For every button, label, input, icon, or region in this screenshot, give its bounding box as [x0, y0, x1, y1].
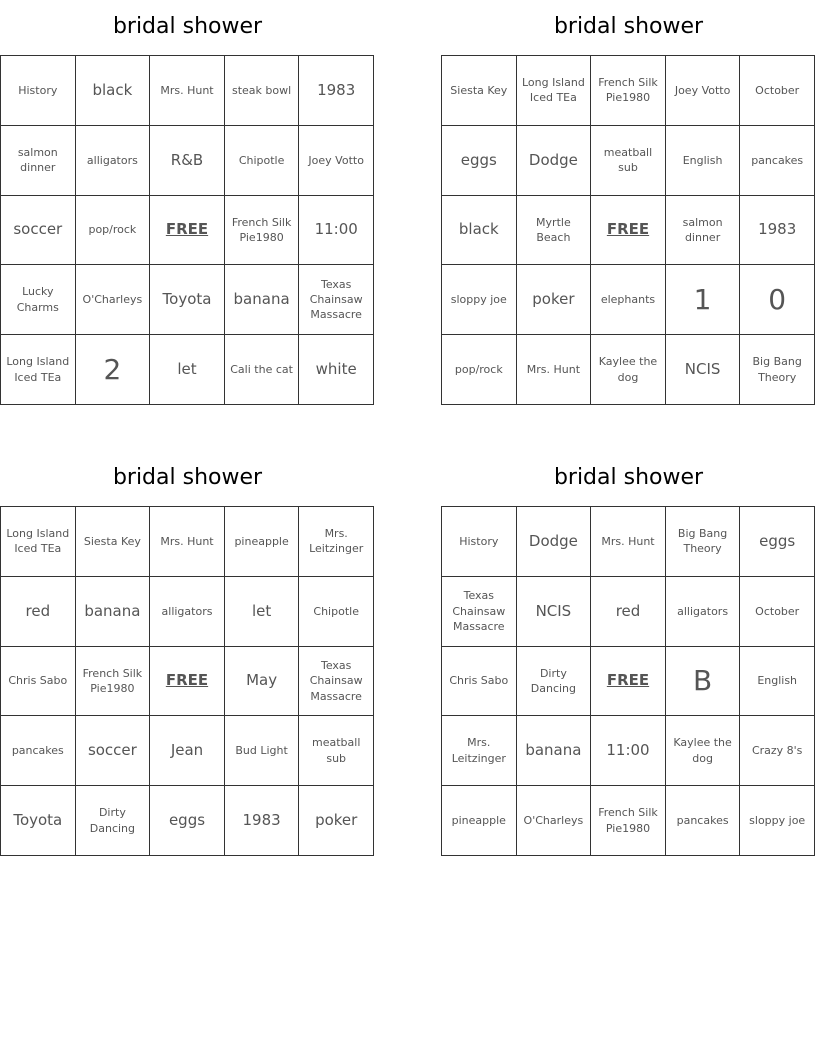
bingo-cell: Mrs. Hunt: [150, 507, 225, 577]
bingo-cell: banana: [517, 716, 592, 786]
bingo-cell: Dodge: [517, 126, 592, 196]
bingo-cell: let: [225, 577, 300, 647]
bingo-cell: eggs: [442, 126, 517, 196]
bingo-cell: Dirty Dancing: [517, 647, 592, 717]
bingo-cell: salmon dinner: [666, 196, 741, 266]
bingo-cell: alligators: [666, 577, 741, 647]
bingo-cell: Chris Sabo: [1, 647, 76, 717]
free-space: FREE: [591, 196, 666, 266]
bingo-cell: sloppy joe: [442, 265, 517, 335]
bingo-cell: October: [740, 577, 815, 647]
bingo-cell: 1983: [740, 196, 815, 266]
bingo-cell: pancakes: [666, 786, 741, 856]
bingo-cell: poker: [299, 786, 374, 856]
bingo-cell: Chris Sabo: [442, 647, 517, 717]
bingo-cell: pop/rock: [442, 335, 517, 405]
bingo-cell: pineapple: [442, 786, 517, 856]
bingo-cell: eggs: [150, 786, 225, 856]
bingo-cell: meatball sub: [591, 126, 666, 196]
free-space: FREE: [591, 647, 666, 717]
bingo-cell: Texas Chainsaw Massacre: [299, 647, 374, 717]
bingo-cell: red: [1, 577, 76, 647]
bingo-cell: Toyota: [150, 265, 225, 335]
bingo-grid: [0, 506, 374, 856]
bingo-cell: History: [1, 56, 76, 126]
bingo-cell: Lucky Charms: [1, 265, 76, 335]
free-space: FREE: [150, 196, 225, 266]
bingo-cell: English: [740, 647, 815, 717]
bingo-cell: steak bowl: [225, 56, 300, 126]
bingo-cell: Chipotle: [299, 577, 374, 647]
bingo-cell: banana: [76, 577, 151, 647]
bingo-cell: alligators: [150, 577, 225, 647]
bingo-cell: R&B: [150, 126, 225, 196]
bingo-cell: alligators: [76, 126, 151, 196]
bingo-cell: French Silk Pie1980: [225, 196, 300, 266]
card-title: bridal shower: [112, 465, 263, 490]
bingo-cell: Mrs. Leitzinger: [299, 507, 374, 577]
bingo-cell: pop/rock: [76, 196, 151, 266]
card-title: bridal shower: [112, 14, 263, 39]
bingo-cell: October: [740, 56, 815, 126]
bingo-cell: Joey Votto: [666, 56, 741, 126]
bingo-cell: Crazy 8's: [740, 716, 815, 786]
bingo-cell: Texas Chainsaw Massacre: [299, 265, 374, 335]
bingo-cell: NCIS: [517, 577, 592, 647]
bingo-grid: [0, 55, 374, 405]
bingo-cell: 1: [666, 265, 741, 335]
bingo-cell: O'Charleys: [517, 786, 592, 856]
bingo-cell: Siesta Key: [442, 56, 517, 126]
bingo-cell: Long Island Iced TEa: [1, 335, 76, 405]
bingo-cell: meatball sub: [299, 716, 374, 786]
bingo-cell: red: [591, 577, 666, 647]
bingo-cell: Myrtle Beach: [517, 196, 592, 266]
bingo-cell: Long Island Iced TEa: [1, 507, 76, 577]
bingo-cell: 11:00: [591, 716, 666, 786]
bingo-cell: Mrs. Hunt: [517, 335, 592, 405]
bingo-cell: Kaylee the dog: [666, 716, 741, 786]
bingo-cell: 0: [740, 265, 815, 335]
bingo-cell: O'Charleys: [76, 265, 151, 335]
bingo-cell: let: [150, 335, 225, 405]
bingo-cell: Long Island Iced TEa: [517, 56, 592, 126]
bingo-cell: Mrs. Hunt: [150, 56, 225, 126]
bingo-cell: 1983: [299, 56, 374, 126]
bingo-cell: Texas Chainsaw Massacre: [442, 577, 517, 647]
bingo-cell: Bud Light: [225, 716, 300, 786]
bingo-cell: white: [299, 335, 374, 405]
bingo-cell: Joey Votto: [299, 126, 374, 196]
bingo-cell: Mrs. Leitzinger: [442, 716, 517, 786]
bingo-cell: French Silk Pie1980: [76, 647, 151, 717]
bingo-cell: Toyota: [1, 786, 76, 856]
bingo-cell: black: [442, 196, 517, 266]
bingo-cell: Big Bang Theory: [740, 335, 815, 405]
bingo-cell: pancakes: [1, 716, 76, 786]
free-space: FREE: [150, 647, 225, 717]
bingo-cell: soccer: [76, 716, 151, 786]
bingo-cell: elephants: [591, 265, 666, 335]
bingo-cell: Mrs. Hunt: [591, 507, 666, 577]
bingo-cell: Kaylee the dog: [591, 335, 666, 405]
bingo-cell: Siesta Key: [76, 507, 151, 577]
bingo-cell: soccer: [1, 196, 76, 266]
bingo-cell: English: [666, 126, 741, 196]
bingo-cell: 11:00: [299, 196, 374, 266]
bingo-cell: eggs: [740, 507, 815, 577]
bingo-cell: Cali the cat: [225, 335, 300, 405]
bingo-cell: banana: [225, 265, 300, 335]
bingo-cell: Chipotle: [225, 126, 300, 196]
bingo-cell: NCIS: [666, 335, 741, 405]
bingo-cell: B: [666, 647, 741, 717]
bingo-cell: May: [225, 647, 300, 717]
bingo-cell: 2: [76, 335, 151, 405]
card-title: bridal shower: [553, 14, 704, 39]
bingo-cell: black: [76, 56, 151, 126]
bingo-grid: [441, 506, 815, 856]
bingo-cell: sloppy joe: [740, 786, 815, 856]
bingo-cell: 1983: [225, 786, 300, 856]
card-title: bridal shower: [553, 465, 704, 490]
bingo-cell: Big Bang Theory: [666, 507, 741, 577]
bingo-cell: French Silk Pie1980: [591, 786, 666, 856]
bingo-cell: poker: [517, 265, 592, 335]
bingo-cell: Dirty Dancing: [76, 786, 151, 856]
bingo-grid: [441, 55, 815, 405]
bingo-cell: pancakes: [740, 126, 815, 196]
bingo-cell: Dodge: [517, 507, 592, 577]
bingo-cell: French Silk Pie1980: [591, 56, 666, 126]
bingo-cell: Jean: [150, 716, 225, 786]
bingo-cell: pineapple: [225, 507, 300, 577]
bingo-cell: History: [442, 507, 517, 577]
bingo-cell: salmon dinner: [1, 126, 76, 196]
